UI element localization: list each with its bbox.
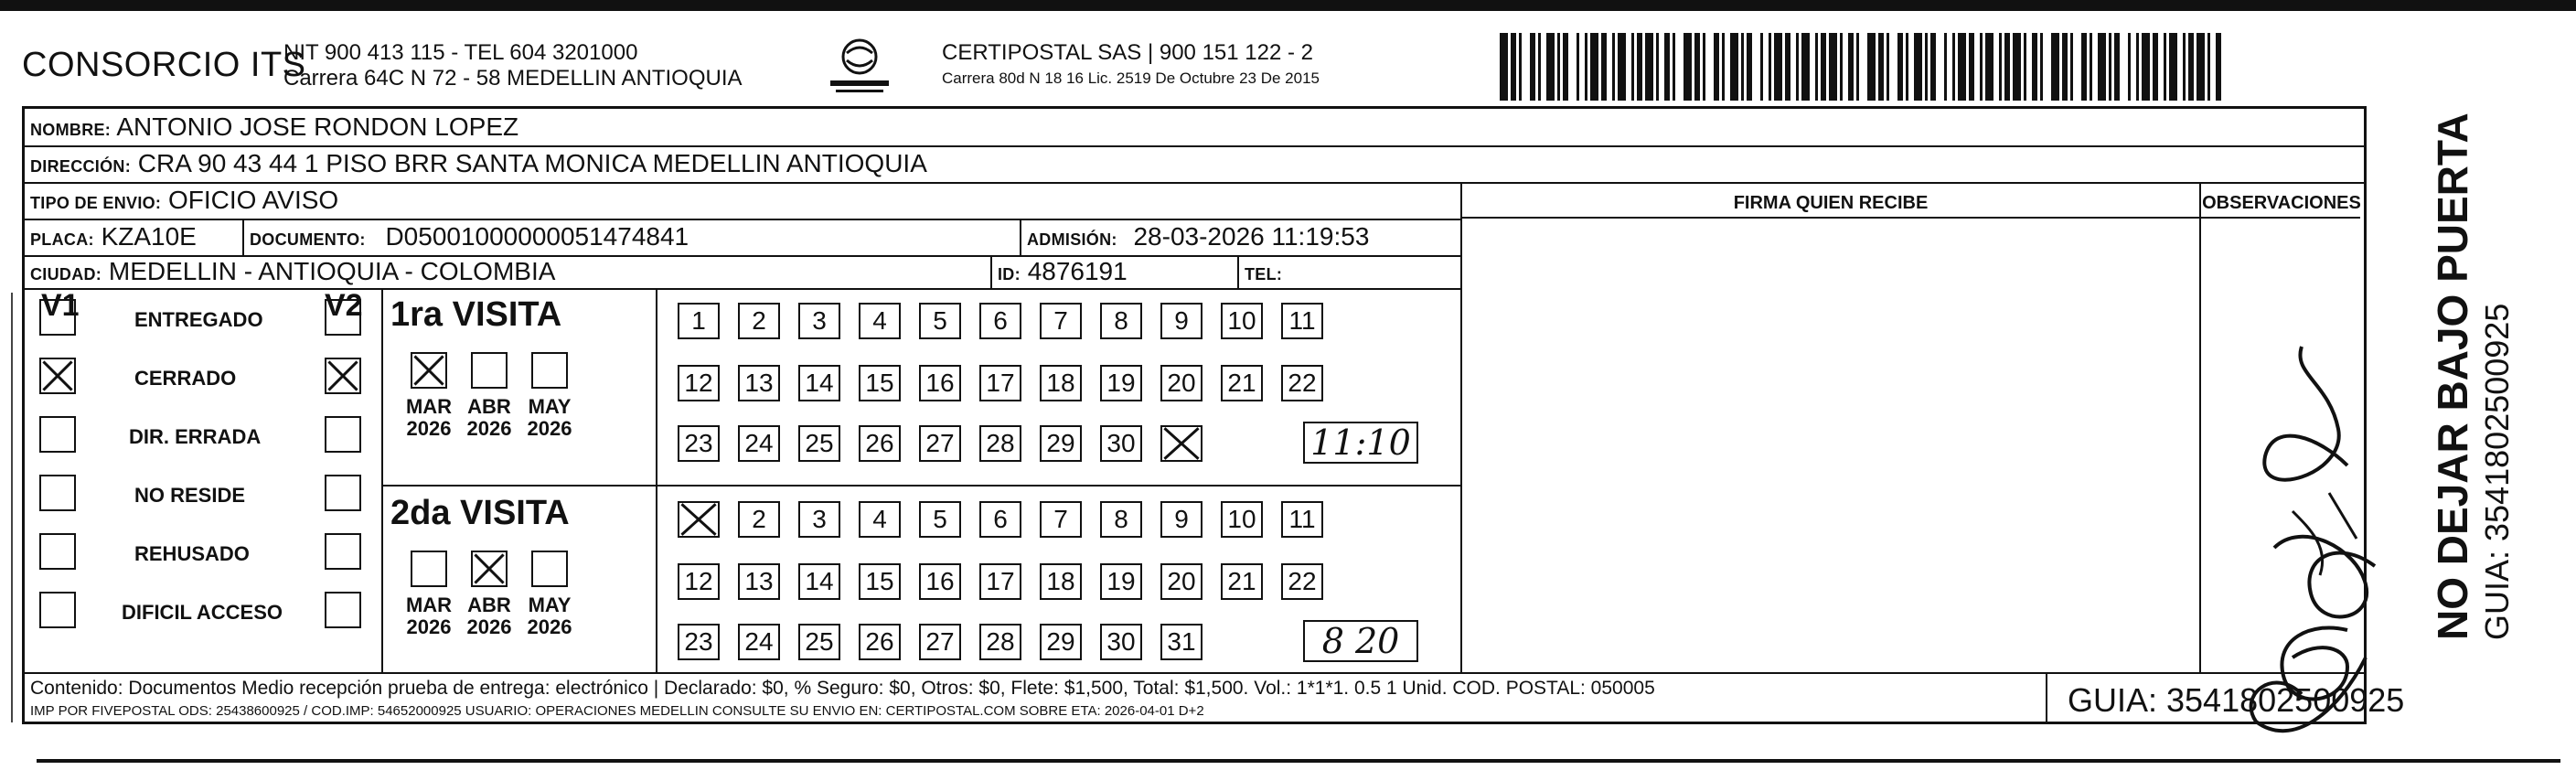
barcode-bar [2070,33,2073,101]
day-box[interactable]: 8 [1100,501,1142,538]
day-box[interactable]: 13 [738,563,780,600]
day-box[interactable]: 16 [919,365,961,401]
v2-checkbox[interactable] [325,533,361,570]
day-box[interactable]: 23 [678,624,720,660]
day-box[interactable]: 26 [859,624,901,660]
day-box[interactable]: 17 [979,563,1021,600]
barcode-bar [2062,33,2068,101]
side-guia: GUIA: 3541802500925 [2478,303,2516,640]
barcode-bar [1722,33,1725,101]
barcode-bar [2207,33,2210,101]
barcode-bar [2051,33,2059,101]
barcode-bar [1546,33,1555,101]
barcode-bar [1930,33,1936,101]
courier-line: CERTIPOSTAL SAS | 900 151 122 - 2 [942,40,1313,65]
v1-header: V1 [41,288,80,323]
tel-row [1245,257,1282,289]
documento-label: DOCUMENTO: [250,230,366,249]
col-divider [1460,182,1462,672]
bottom-border [37,759,2560,763]
cell-divider [990,255,992,288]
day-box[interactable]: 19 [1100,365,1142,401]
row-divider [1460,217,2360,219]
barcode-bar [1785,33,1790,101]
barcode-bar [1683,33,1692,101]
month-label [522,396,577,440]
direccion-row [30,149,927,181]
admision-label: ADMISIÓN: [1027,230,1117,249]
day-box[interactable]: 22 [1281,365,1323,401]
barcode-bar [1906,33,1908,101]
day-box[interactable]: 26 [859,425,901,462]
day-box[interactable]: 19 [1100,563,1142,600]
v1-checkbox[interactable] [39,533,76,570]
day-box[interactable]: 30 [1100,425,1142,462]
status-label: CERRADO [134,367,237,390]
day-box[interactable]: 13 [738,365,780,401]
day-box[interactable]: 14 [798,563,840,600]
day-box[interactable]: 4 [859,303,901,339]
barcode-bar [2081,33,2087,101]
month-year: 2026 [466,417,512,440]
barcode-bar [2169,33,2177,101]
contenido-text: Contenido: Documentos Medio recepción prueba de entrega: electrónico | Declarado: $0, % Seguro: $0, Otros: $0, Flete: $1,500, Total: $1,500. Vol.: 1*1*1. 0.5 1 Unid. COD. POSTAL: 050005 [30,678,1655,699]
ciudad-value: MEDELLIN - ANTIOQUIA - COLOMBIA [108,257,556,285]
barcode-bar [1585,33,1587,101]
day-box[interactable]: 4 [859,501,901,538]
month-label [462,594,517,638]
month-checkbox[interactable] [471,551,508,587]
barcode-bar [2114,33,2120,101]
barcode-bar [2032,33,2037,101]
day-box[interactable]: 1 [678,303,720,339]
admision-row [1027,222,1369,254]
barcode-bar [1925,33,1928,101]
visit-divider [381,485,1460,487]
footer-divider [25,672,2364,674]
barcode-bar [2128,33,2131,101]
month-name: MAR [405,395,453,418]
month-label [401,396,456,440]
margin-mark [11,293,13,722]
id-label: ID: [998,265,1021,283]
barcode-bar [2164,33,2166,101]
v2-checkbox[interactable] [325,416,361,453]
day-box[interactable]: 14 [798,365,840,401]
row-divider [25,182,2364,184]
imp-text: IMP POR FIVEPOSTAL ODS: 25438600925 / COD.IMP: 54652000925 USUARIO: OPERACIONES MEDELLIN CONSULTE SU ENVIO EN: CERTIPOSTAL.COM SOBRE ETA: 2026-04-01 D+2 [30,703,1204,719]
v1-checkbox[interactable] [39,475,76,511]
month-year: 2026 [406,615,452,638]
day-box[interactable]: 12 [678,365,720,401]
v2-header: V2 [325,288,363,323]
documento-value: D05001000000051474841 [385,222,689,251]
barcode-bar [1618,33,1626,101]
id-row [998,257,1128,289]
visit-time-box[interactable]: 8 20 [1303,620,1418,662]
col-divider [2199,182,2201,672]
day-box[interactable]: 5 [919,501,961,538]
month-year: 2026 [527,615,572,638]
day-box[interactable]: 28 [979,624,1021,660]
barcode-bar [1645,33,1653,101]
barcode-bar [1952,33,1955,101]
v2-checkbox[interactable] [325,299,361,336]
barcode-bar [1801,33,1810,101]
barcode-bar [1914,33,1922,101]
barcode-bar [1741,33,1744,101]
barcode-bar [2188,33,2194,101]
v1-checkbox[interactable] [39,299,76,336]
month-checkbox[interactable] [531,551,568,587]
placa-value: KZA10E [101,222,197,251]
barcode-bar [1530,33,1535,101]
day-box[interactable]: 21 [1221,563,1263,600]
nombre-value: ANTONIO JOSE RONDON LOPEZ [116,112,519,141]
cell-divider [242,219,244,255]
tel-label: TEL: [1245,265,1283,283]
barcode-bar [2183,33,2186,101]
day-box[interactable]: 2 [738,501,780,538]
barcode-bar [2153,33,2158,101]
barcode-bar [1887,33,1889,101]
day-box[interactable]: 8 [1100,303,1142,339]
barcode-bar [1563,33,1568,101]
month-year: 2026 [527,417,572,440]
month-name: ABR [467,395,511,418]
tipo-row [30,186,338,218]
barcode-bar [1769,33,1771,101]
month-name: ABR [467,594,511,616]
tipo-label: TIPO DE ENVIO: [30,194,162,212]
day-box[interactable]: 3 [798,303,840,339]
v2-checkbox[interactable] [325,475,361,511]
barcode-bar [1590,33,1598,101]
barcode-bar [1829,33,1837,101]
barcode-bar [2024,33,2026,101]
barcode-bar [1944,33,1947,101]
company-address: Carrera 64C N 72 - 58 MEDELLIN ANTIOQUIA [283,66,743,91]
barcode-bar [1637,33,1642,101]
day-box[interactable]: 22 [1281,563,1323,600]
barcode-bar [1557,33,1560,101]
day-box[interactable]: 21 [1221,365,1263,401]
placa-row [30,222,197,254]
day-box[interactable]: 20 [1160,563,1202,600]
day-box[interactable] [678,501,720,538]
day-box[interactable]: 16 [919,563,961,600]
day-box[interactable]: 7 [1040,501,1082,538]
barcode-bar [1815,33,1818,101]
barcode-bar [1703,33,1705,101]
day-box[interactable]: 18 [1040,563,1082,600]
barcode-bar [2136,33,2139,101]
month-label [401,594,456,638]
day-box[interactable]: 31 [1160,624,1202,660]
day-box[interactable]: 25 [798,425,840,462]
day-box[interactable]: 9 [1160,501,1202,538]
day-box[interactable]: 11 [1281,303,1323,339]
month-name: MAR [405,594,453,616]
barcode-bar [1897,33,1903,101]
barcode-bar [1500,33,1508,101]
cell-divider [1020,219,1021,255]
barcode-icon [1500,33,2222,101]
visit-time-box[interactable]: 11:10 [1303,422,1418,464]
v1-checkbox[interactable] [39,358,76,394]
barcode-bar [1985,33,1993,101]
ciudad-row [30,257,555,289]
status-label: DIR. ERRADA [129,425,262,448]
barcode-bar [2040,33,2043,101]
day-box[interactable]: 17 [979,365,1021,401]
barcode-bar [1747,33,1752,101]
day-box[interactable]: 10 [1221,303,1263,339]
v1-checkbox[interactable] [39,592,76,628]
day-box[interactable]: 29 [1040,425,1082,462]
day-box[interactable]: 23 [678,425,720,462]
day-box[interactable]: 11 [1281,501,1323,538]
barcode-bar [1664,33,1670,101]
barcode-bar [1511,33,1516,101]
nit-line: NIT 900 413 115 - TEL 604 3201000 [283,40,638,65]
day-box[interactable]: 12 [678,563,720,600]
id-value: 4876191 [1027,257,1128,285]
status-divider [381,288,383,672]
month-checkbox[interactable] [411,352,447,389]
day-box[interactable]: 3 [798,501,840,538]
day-box[interactable]: 24 [738,425,780,462]
firma-header: FIRMA QUIEN RECIBE [1733,193,1929,213]
barcode-bar [1601,33,1607,101]
admision-value: 28-03-2026 11:19:53 [1133,222,1370,251]
barcode-bar [1774,33,1782,101]
month-name: MAY [528,594,572,616]
month-checkbox[interactable] [531,352,568,389]
barcode-bar [2142,33,2150,101]
barcode-bar [2109,33,2111,101]
barcode-bar [1821,33,1826,101]
day-box[interactable]: 27 [919,425,961,462]
visit-title: 1ra VISITA [390,295,562,334]
day-box[interactable]: 6 [979,501,1021,538]
guia-number: GUIA: 3541802500925 [2068,681,2405,719]
day-box[interactable]: 27 [919,624,961,660]
ciudad-label: CIUDAD: [30,265,102,283]
day-box[interactable]: 30 [1100,624,1142,660]
barcode-bar [1673,33,1675,101]
barcode-bar [1796,33,1799,101]
top-border [0,0,2576,11]
side-warning: NO DEJAR BAJO PUERTA [2429,112,2476,640]
barcode-bar [1856,33,1859,101]
status-label: NO RESIDE [134,484,246,507]
barcode-bar [1656,33,1659,101]
company-info [283,40,743,91]
day-box[interactable] [1160,425,1202,462]
month-label [522,594,577,638]
nombre-label: NOMBRE: [30,121,112,139]
brand-name: CONSORCIO ITS [22,46,306,84]
delivery-form [22,106,2405,724]
day-box[interactable]: 15 [859,365,901,401]
day-box[interactable]: 24 [738,624,780,660]
barcode-bar [2197,33,2205,101]
month-checkbox[interactable] [411,551,447,587]
barcode-bar [1714,33,1719,101]
barcode-bar [1577,33,1579,101]
row-divider [25,145,2364,147]
barcode-bar [1760,33,1763,101]
status-label: REHUSADO [134,542,250,565]
month-checkbox[interactable] [471,352,508,389]
status-label: DIFICIL ACCESO [122,601,283,624]
courier-info [942,40,1320,91]
day-box[interactable]: 6 [979,303,1021,339]
day-box[interactable]: 20 [1160,365,1202,401]
barcode-bar [1878,33,1884,101]
barcode-bar [1538,33,1541,101]
visit-title: 2da VISITA [390,494,570,532]
cell-divider [1237,255,1239,288]
day-box[interactable]: 18 [1040,365,1082,401]
barcode-bar [1958,33,1966,101]
footer-col-divider [2046,672,2047,722]
status-label: ENTREGADO [134,308,263,331]
v2-checkbox[interactable] [325,592,361,628]
barcode-bar [1730,33,1738,101]
barcode-bar [1612,33,1615,101]
month-year: 2026 [466,615,512,638]
barcode-bar [1969,33,1974,101]
barcode-bar [1631,33,1634,101]
day-box[interactable]: 15 [859,563,901,600]
month-year: 2026 [406,417,452,440]
barcode-bar [2098,33,2106,101]
nombre-row [30,112,518,144]
barcode-bar [1848,33,1854,101]
day-box[interactable]: 28 [979,425,1021,462]
observaciones-header: OBSERVACIONES [2202,193,2361,213]
tipo-value: OFICIO AVISO [168,186,339,214]
day-box[interactable]: 10 [1221,501,1263,538]
row-divider [25,219,1460,220]
day-box[interactable]: 29 [1040,624,1082,660]
day-box[interactable]: 5 [919,303,961,339]
day-box[interactable]: 25 [798,624,840,660]
v1-checkbox[interactable] [39,416,76,453]
certipostal-logo-icon [823,35,896,99]
month-divider [656,288,657,672]
direccion-label: DIRECCIÓN: [30,157,131,176]
barcode-bar [2090,33,2092,101]
day-box[interactable]: 9 [1160,303,1202,339]
barcode-bar [1867,33,1876,101]
v2-checkbox[interactable] [325,358,361,394]
barcode-bar [1980,33,1983,101]
barcode-bar [2013,33,2021,101]
placa-label: PLACA: [30,230,94,249]
month-name: MAY [528,395,572,418]
courier-address: Carrera 80d N 18 16 Lic. 2519 De Octubre 23 De 2015 [942,70,1320,87]
month-label [462,396,517,440]
barcode-bar [2216,33,2221,101]
day-box[interactable]: 7 [1040,303,1082,339]
barcode-bar [2004,33,2010,101]
barcode-bar [1694,33,1700,101]
day-box[interactable]: 2 [738,303,780,339]
direccion-value: CRA 90 43 44 1 PISO BRR SANTA MONICA MEDELLIN ANTIOQUIA [137,149,927,177]
documento-row [250,222,689,254]
barcode-bar [1519,33,1522,101]
barcode-bar [1840,33,1843,101]
barcode-bar [1999,33,2002,101]
